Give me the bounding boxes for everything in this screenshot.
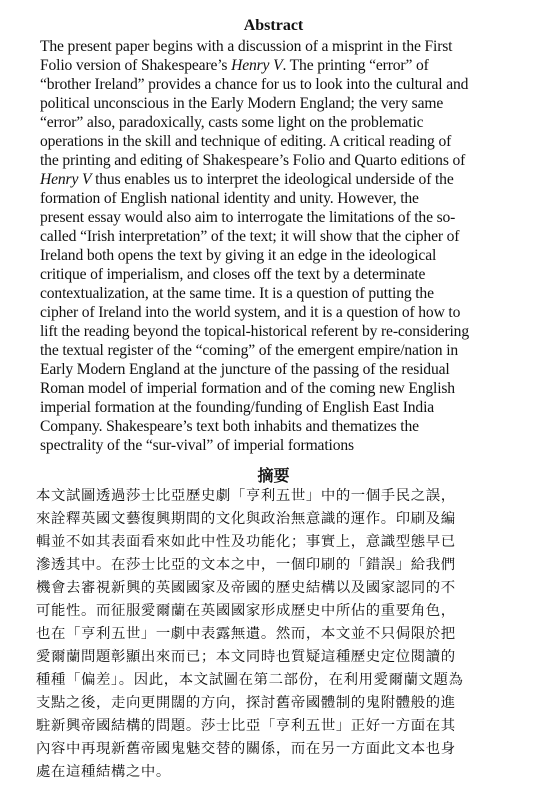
zh-abstract-line: 處在這種結構之中。 (36, 764, 171, 780)
zh-abstract-line: 輯並不如其表面看來如此中性及功能化；事實上，意識型態早已 (36, 534, 456, 550)
abstract-line: Folio version of Shakespeare’s Henry V. The printing “error” of (40, 57, 429, 74)
abstract-line: “error” also, paradoxically, casts some light on the problematic (40, 114, 424, 131)
zh-abstract-line: 駐新興帝國結構的問題。莎士比亞「亨利五世」正好一方面在其 (36, 718, 456, 734)
zh-abstract-line: 機會去審視新興的英國國家及帝國的歷史結構以及國家認同的不 (36, 580, 456, 596)
abstract-line: present essay would also aim to interrogate the limitations of the so- (40, 209, 456, 226)
abstract-line: formation of English national identity and unity. However, the (40, 190, 419, 207)
zh-abstract-heading: 摘要 (257, 466, 290, 485)
abstract-line: Early Modern England at the juncture of the passing of the residual (40, 361, 450, 378)
abstract-line: The present paper begins with a discussion of a misprint in the First (40, 38, 453, 55)
abstract-line: critique of imperialism, and closes off the text by a determinate (40, 266, 426, 283)
abstract-line: operations in the skill and technique of editing. A critical reading of (40, 133, 452, 150)
abstract-line: Ireland both opens the text by giving it an edge in the ideological (40, 247, 437, 264)
zh-abstract-line: 內容中再現新舊帝國鬼魅交替的關係，而在另一方面此文本也身 (36, 741, 456, 757)
abstract-line: Roman model of imperial formation and of the coming new English (40, 380, 455, 397)
abstract-heading: Abstract (243, 17, 304, 34)
zh-abstract-line: 可能性。而征服愛爾蘭在英國國家形成歷史中所佔的重要角色， (36, 603, 456, 619)
zh-abstract-line: 支點之後，走向更開闊的方向，探討舊帝國體制的鬼附體般的進 (36, 695, 456, 711)
abstract-line: lift the reading beyond the topical-historical referent by re-considering (40, 323, 469, 340)
abstract-line: cipher of Ireland into the world system, and it is a question of how to (40, 304, 461, 321)
zh-abstract-line: 來詮釋英國文藝復興期間的文化與政治無意識的運作。印刷及編 (36, 511, 456, 527)
abstract-line: called “Irish interpretation” of the text; it will show that the cipher of (40, 228, 460, 245)
zh-abstract-line: 愛爾蘭問題彰顯出來而已；本文同時也質疑這種歷史定位閱讀的 (36, 649, 456, 665)
abstract-line: imperial formation at the founding/funding of English East India (40, 399, 435, 416)
zh-abstract-line: 也在「亨利五世」一劇中表露無遺。然而，本文並不只侷限於把 (36, 626, 456, 642)
abstract-line: Henry V thus enables us to interpret the ideological underside of the (40, 171, 454, 188)
abstract-line: the textual register of the “coming” of the emergent empire/nation in (40, 342, 459, 359)
zh-abstract-line: 本文試圖透過莎士比亞歷史劇「亨利五世」中的一個手民之誤， (36, 488, 456, 504)
abstract-line: “brother Ireland” provides a chance for us to look into the cultural and (40, 76, 469, 93)
zh-abstract-line: 滲透其中。在莎士比亞的文本之中，一個印刷的「錯誤」給我們 (36, 557, 456, 573)
abstract-line: Company. Shakespeare’s text both inhabits and thematizes the (40, 418, 419, 435)
abstract-line: spectrality of the “sur-vival” of imperial formations (40, 437, 354, 454)
abstract-line: contextualization, at the same time. It is a question of putting the (40, 285, 434, 302)
abstract-line: political unconscious in the Early Modern England; the very same (40, 95, 444, 112)
abstract-line: the printing and editing of Shakespeare’s Folio and Quarto editions of (40, 152, 466, 169)
zh-abstract-line: 種種「偏差」。因此，本文試圖在第二部份，在利用愛爾蘭文題為 (36, 672, 464, 688)
